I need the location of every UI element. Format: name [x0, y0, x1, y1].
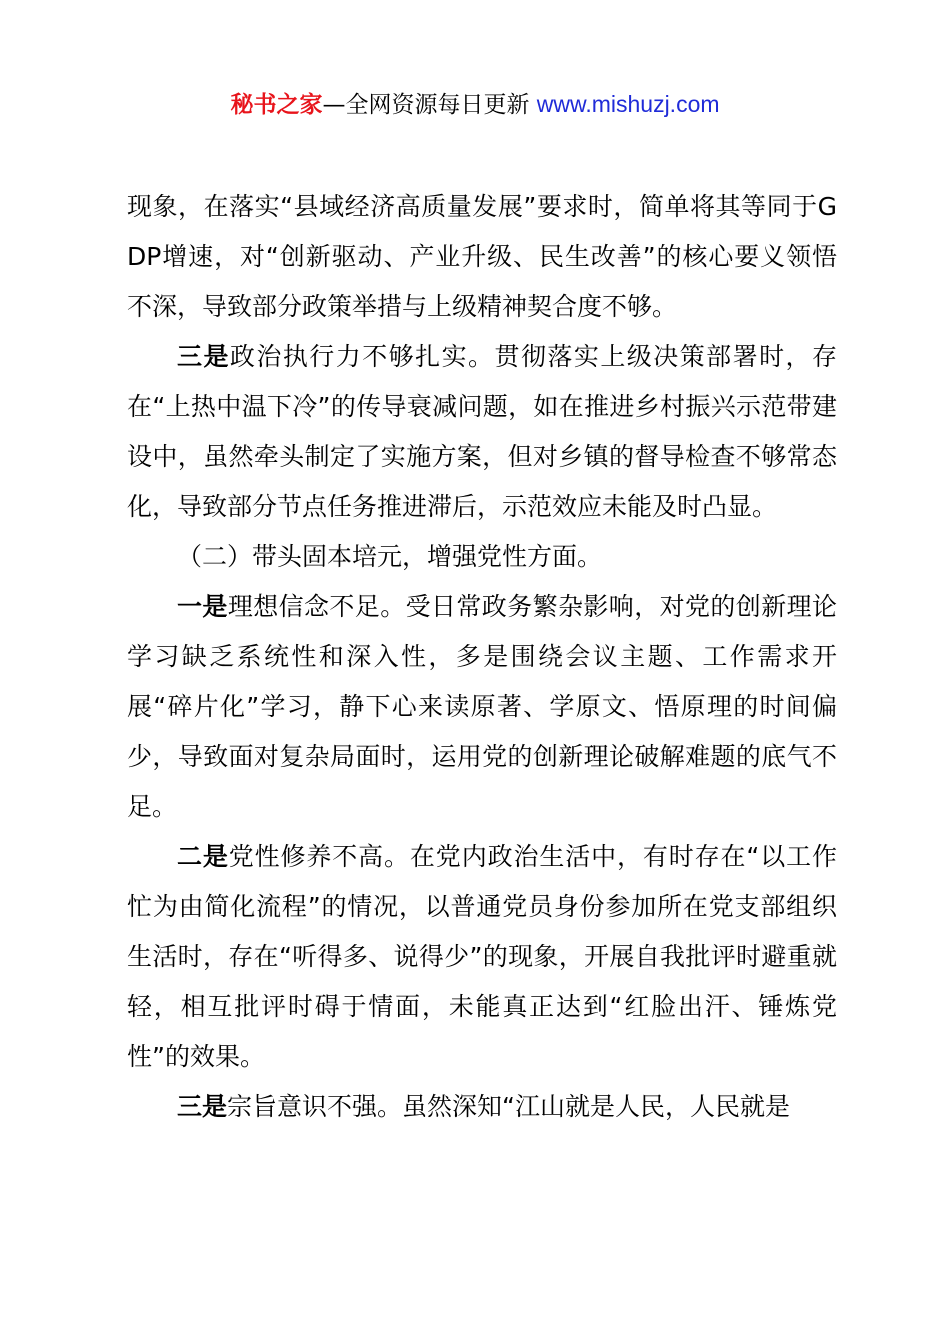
paragraph-text: 宗旨意识不强。虽然深知“江山就是人民，人民就是: [227, 1092, 790, 1121]
paragraph-text: 政治执行力不够扎实。贯彻落实上级决策部署时，存在“上热中温下冷”的传导衰减问题，如在推进乡村振兴示范带建设中，虽然牵头制定了实施方案，但对乡镇的督导检查不够常态化，导致部分节点任务推进滞后，示范效应未能及时凸显。: [127, 342, 837, 521]
document-body: [127, 182, 837, 1132]
paragraph-text: 理想信念不足。受日常政务繁杂影响，对党的创新理论学习缺乏系统性和深入性，多是围绕会议主题、工作需求开展“碎片化”学习，静下心来读原著、学原文、悟原理的时间偏少，导致面对复杂局面时，运用党的创新理论破解难题的底气不足。: [127, 592, 837, 821]
paragraph-text: 党性修养不高。在党内政治生活中，有时存在“以工作忙为由简化流程”的情况，以普通党员身份参加所在党支部组织生活时，存在“听得多、说得少”的现象，开展自我批评时避重就轻，相互批评时碍于情面，未能真正达到“红脸出汗、锤炼党性”的效果。: [127, 842, 837, 1071]
site-url-link[interactable]: www.mishuzj.com: [536, 91, 720, 117]
paragraph-1: [127, 182, 837, 332]
paragraph-lead: 三是: [177, 342, 230, 371]
paragraph-5: [127, 832, 837, 1082]
paragraph-2: [127, 332, 837, 532]
paragraph-6: [127, 1082, 837, 1132]
paragraph-lead: 三是: [177, 1092, 228, 1121]
paragraph-lead: 一是: [177, 592, 228, 621]
paragraph-text: 现象，在落实“县域经济高质量发展”要求时，简单将其等同于GDP增速，对“创新驱动、产业升级、民生改善”的核心要义领悟不深，导致部分政策举措与上级精神契合度不够。: [127, 192, 837, 321]
page-header: [0, 88, 950, 121]
paragraph-lead: 二是: [177, 842, 229, 871]
section-heading: [127, 532, 837, 582]
paragraph-text: （二）带头固本培元，增强党性方面。: [177, 542, 603, 571]
brand-name: 秘书之家: [230, 92, 323, 118]
paragraph-4: [127, 582, 837, 832]
header-tagline: —全网资源每日更新: [322, 92, 537, 118]
